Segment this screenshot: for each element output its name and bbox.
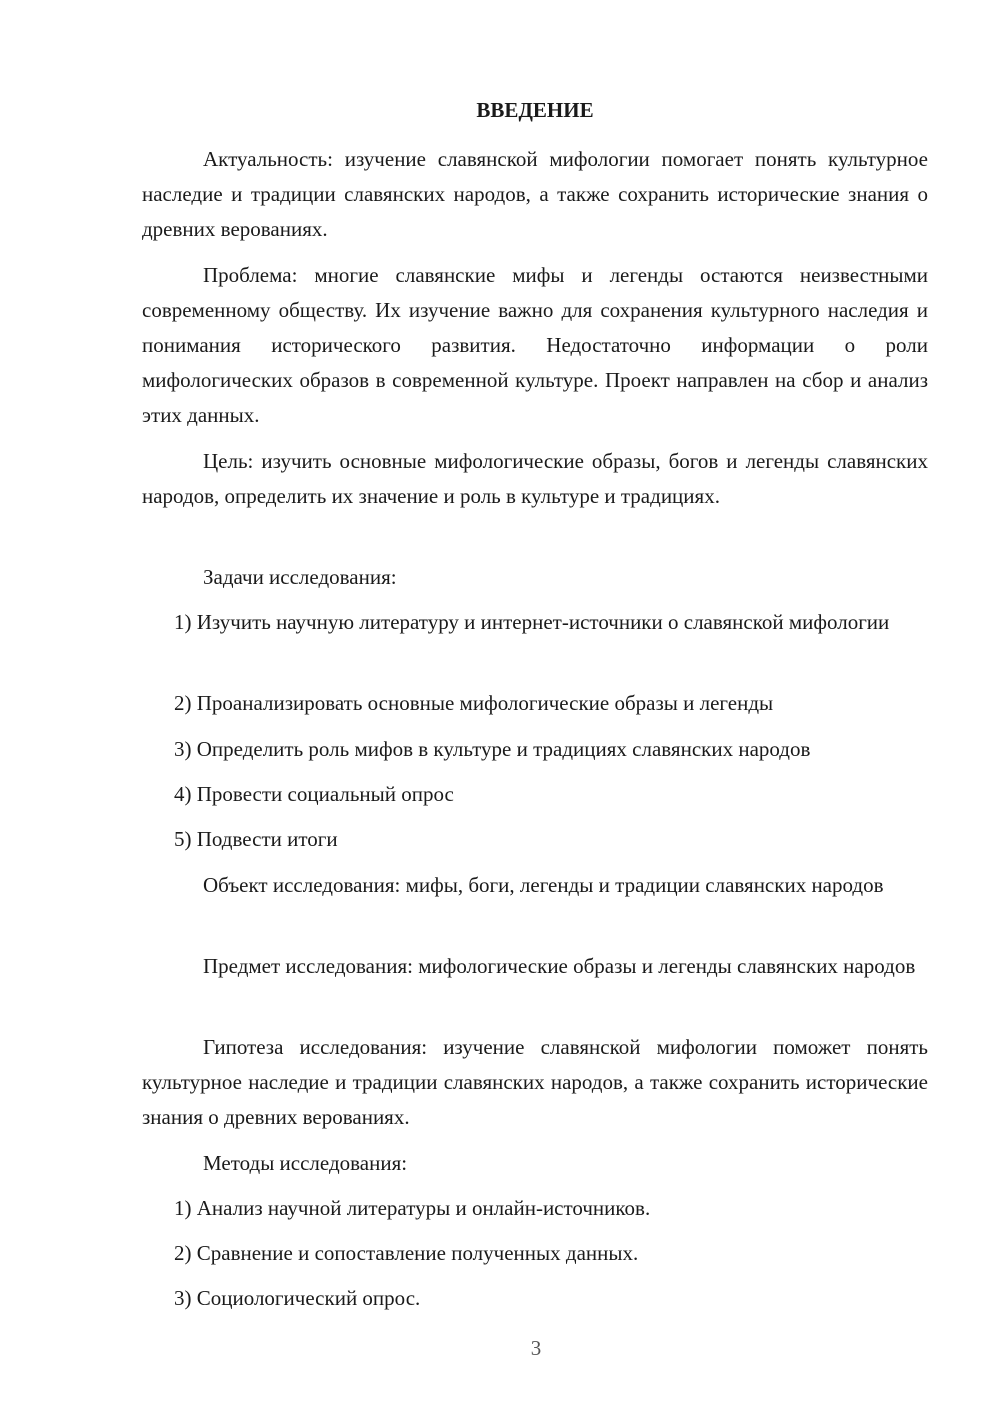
- method-item: 3) Социологический опрос.: [174, 1286, 421, 1310]
- subject-paragraph: Предмет исследования: мифологические образы и легенды славянских народов: [203, 954, 916, 978]
- task-item: 4) Провести социальный опрос: [174, 782, 454, 806]
- object-paragraph: Объект исследования: мифы, боги, легенды и традиции славянских народов: [203, 873, 884, 897]
- task-item: 1) Изучить научную литературу и интернет-источники о славянской мифологии: [174, 610, 890, 634]
- goal-paragraph: Цель: изучить основные мифологические образы, богов и легенды славянских народов, определить их значение и роль в культуре и традициях.: [142, 449, 928, 508]
- task-item: 5) Подвести итоги: [174, 827, 338, 851]
- tasks-heading: Задачи исследования:: [203, 565, 397, 589]
- problem-paragraph: Проблема: многие славянские мифы и легенды остаются неизвестными современному обществу. Их изучение важно для сохранения культурного наследия и понимания исторического развития. Недостаточно информации о роли мифологических образов в современной культуре. Проект направлен на сбор и анализ этих данных.: [142, 263, 928, 427]
- method-item: 1) Анализ научной литературы и онлайн-источников.: [174, 1196, 651, 1220]
- task-item: 3) Определить роль мифов в культуре и традициях славянских народов: [174, 737, 811, 761]
- hypothesis-paragraph: Гипотеза исследования: изучение славянской мифологии поможет понять культурное наследие и традиции славянских народов, а также сохранить исторические знания о древних верованиях.: [142, 1035, 928, 1129]
- methods-heading: Методы исследования:: [203, 1151, 408, 1175]
- task-item: 2) Проанализировать основные мифологические образы и легенды: [174, 691, 774, 715]
- relevance-paragraph: Актуальность: изучение славянской мифологии помогает понять культурное наследие и традиции славянских народов, а также сохранить исторические знания о древних верованиях.: [142, 147, 928, 241]
- page-title: ВВЕДЕНИЕ: [476, 98, 594, 122]
- method-item: 2) Сравнение и сопоставление полученных данных.: [174, 1241, 639, 1265]
- page-number: 3: [530, 1336, 542, 1360]
